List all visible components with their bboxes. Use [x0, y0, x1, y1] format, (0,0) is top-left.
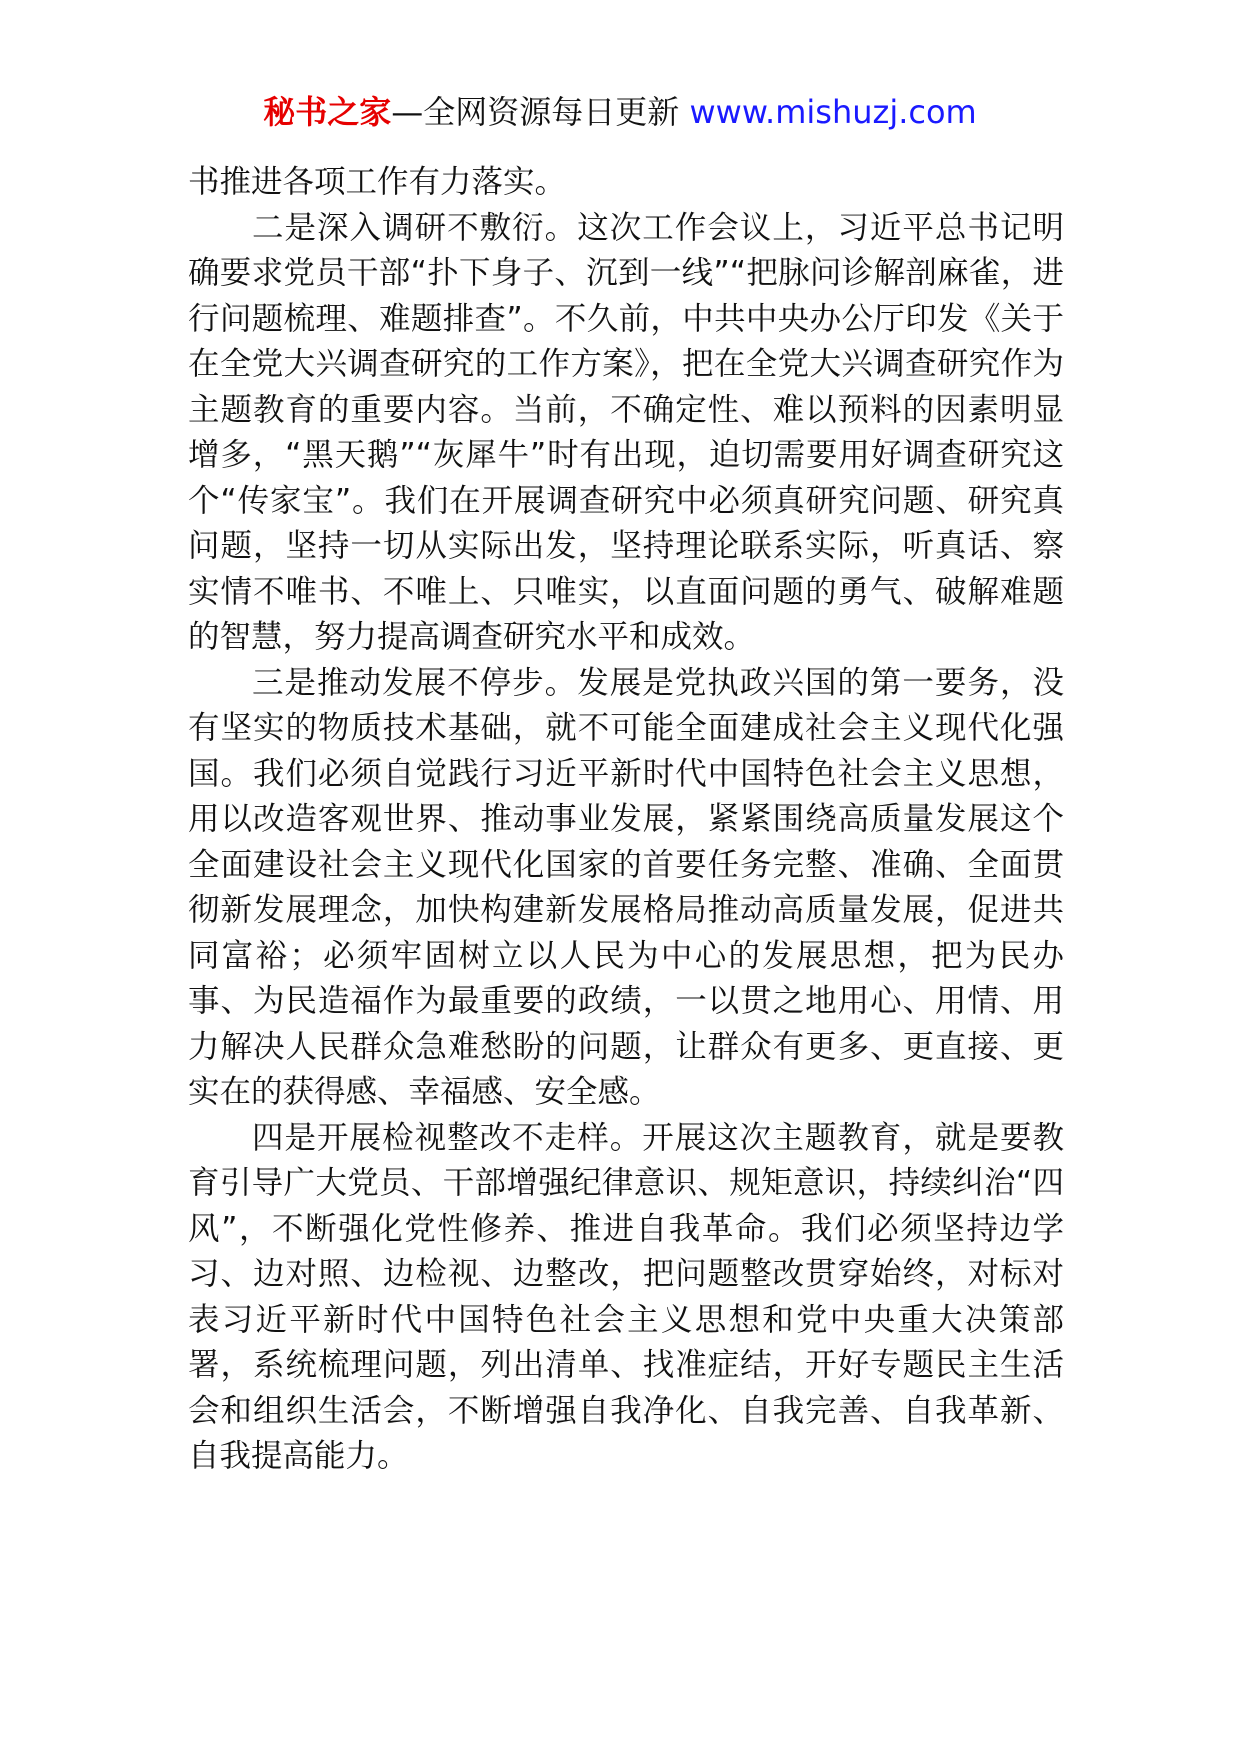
site-url-link[interactable]: www.mishuzj.com	[689, 93, 977, 131]
document-body	[188, 160, 1064, 1480]
paragraph-2-research: 二是深入调研不敷衍。这次工作会议上，习近平总书记明确要求党员干部“扑下身子、沉到一线”“把脉问诊解剖麻雀，进行问题梳理、难题排查”。不久前，中共中央办公厅印发《关于在全党大兴调查研究的工作方案》，把在全党大兴调查研究作为主题教育的重要内容。当前，不确定性、难以预料的因素明显增多，“黑天鹅”“灰犀牛”时有出现，迫切需要用好调查研究这个“传家宝”。我们在开展调查研究中必须真研究问题、研究真问题，坚持一切从实际出发，坚持理论联系实际，听真话、察实情不唯书、不唯上、只唯实，以直面问题的勇气、破解难题的智慧，努力提高调查研究水平和成效。	[188, 209, 1064, 655]
paragraph-3-development: 三是推动发展不停步。发展是党执政兴国的第一要务，没有坚实的物质技术基础，就不可能全面建成社会主义现代化强国。我们必须自觉践行习近平新时代中国特色社会主义思想，用以改造客观世界、推动事业发展，紧紧围绕高质量发展这个全面建设社会主义现代化国家的首要任务完整、准确、全面贯彻新发展理念，加快构建新发展格局推动高质量发展，促进共同富裕；必须牢固树立以人民为中心的发展思想，把为民办事、为民造福作为最重要的政绩，一以贯之地用心、用情、用力解决人民群众急难愁盼的问题，让群众有更多、更直接、更实在的获得感、幸福感、安全感。	[188, 664, 1064, 1110]
site-tagline: —全网资源每日更新	[391, 93, 680, 131]
paragraph-4-rectification: 四是开展检视整改不走样。开展这次主题教育，就是要教育引导广大党员、干部增强纪律意识、规矩意识，持续纠治“四风”，不断强化党性修养、推进自我革命。我们必须坚持边学习、边对照、边检视、边整改，把问题整改贯穿始终，对标对表习近平新时代中国特色社会主义思想和党中央重大决策部署，系统梳理问题，列出清单、找准症结，开好专题民主生活会和组织生活会，不断增强自我净化、自我完善、自我革新、自我提高能力。	[188, 1119, 1064, 1474]
site-brand: 秘书之家	[263, 93, 392, 131]
paragraph-continuation: 书推进各项工作有力落实。	[188, 164, 567, 200]
page-header	[0, 92, 1240, 132]
